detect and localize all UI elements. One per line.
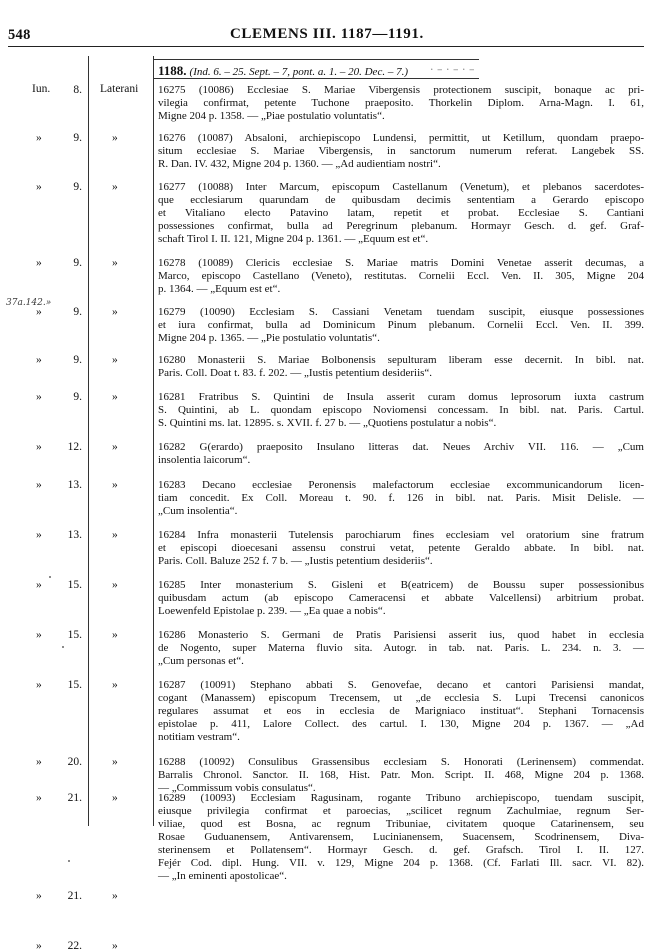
ditto-mark: »	[36, 479, 42, 491]
ditto-mark: »	[36, 391, 42, 403]
entry-line: Loewenfeld Epistolae p. 239. — „Ea quae a nobis“.	[158, 605, 386, 617]
ditto-mark: »	[36, 257, 42, 269]
entry-line: Migne 204 p. 1365. — „Pie postulatio voluntatis“.	[158, 332, 380, 344]
entry-day: 9.	[73, 391, 82, 403]
place-column-header: Laterani	[100, 83, 139, 95]
entry-line: et episcopi dioecesani assensu construi vetat, petente Geraldo abbate. In bibl. nat.	[158, 542, 644, 554]
entry-place: »	[112, 181, 118, 193]
entry-line: S. Quintini, ab L. quondam episcopo Noviomensi concessam. In bibl. nat. Paris. Cartul.	[158, 404, 644, 416]
header-rule	[8, 46, 644, 47]
entry-line: insolentia laicorum“.	[158, 454, 251, 466]
entry-line: Paris. Coll. Doat t. 83. f. 202. — „Iustis petentium desideriis“.	[158, 367, 433, 379]
entry-day: 15.	[67, 679, 82, 691]
entry-line: possessiones confirmat, bulla ad Peregrinum plebanum. Hormayr Gesch. d. gef. Graf-	[158, 220, 644, 232]
entry-line: schaft Tirol I. II. 121, Migne 204 p. 1361. — „Equum est et“.	[158, 233, 429, 245]
entry-line: p. 1364. — „Equum est et“.	[158, 283, 281, 295]
ditto-mark: »	[36, 679, 42, 691]
entry-day: 8.	[73, 84, 82, 96]
entry-day: 9.	[73, 257, 82, 269]
entry-line: Barralis Chronol. Sanctor. II. 168, Hist. Patr. Mon. Script. II. 468, Migne 204 p. 1368.	[158, 769, 644, 781]
entry-place: »	[112, 792, 118, 804]
entry-line: que ecclesiarum quarundam de quibusdam decimis sententiam a Gerardo episcopo	[158, 194, 644, 206]
entry-line: cogant (Manassem) episcopum Trecensem, ut „de ecclesia S. Lupi Trecensi canonicos	[158, 692, 644, 704]
entry-line: 16279 (10090) Ecclesiam S. Cassiani Venetam tuendam suscipit, eiusque possessiones	[158, 306, 644, 318]
ditto-mark: »	[36, 306, 42, 318]
column-divider-date	[88, 56, 89, 826]
entry-line: Migne 204 p. 1358. — „Piae postulatio voluntatis“.	[158, 110, 385, 122]
regest-entry	[158, 391, 644, 430]
entry-day: 21.	[67, 792, 82, 804]
entry-day: 20.	[67, 756, 82, 768]
entry-line: tiam concedit. Ex Coll. Moreau t. 90. f. 126 in bibl. nat. Paris. Misit Delisle. —	[158, 492, 644, 504]
entry-line: 16286 Monasterio S. Germani de Pratis Parisiensi asserit ius, quod habet in ecclesia	[158, 629, 644, 641]
entry-line: 16278 (10089) Clericis ecclesiae S. Mariae matris Domini Venetae asserit decumas, a	[158, 257, 644, 269]
entry-line: 16285 Inter monasterium S. Gisleni et B(eatricem) de Boussu super possessionibus	[158, 579, 644, 591]
regest-entry	[158, 181, 644, 246]
entry-place: »	[112, 940, 118, 952]
entry-line: 16282 G(erardo) praeposito Insulano litteras dat. Neues Archiv VII. 116. — „Cum	[158, 441, 644, 453]
entry-line: Rosae Guduanensem, Antivarensem, Lucinianensem, Suacensem, Scodrinensem, Diva-	[158, 831, 644, 843]
entry-line: 16288 (10092) Consulibus Grassensibus ecclesiam S. Honorati (Lerinensem) commendat.	[158, 756, 644, 768]
date-column-header: Iun.	[32, 83, 51, 95]
entry-day: 9.	[73, 132, 82, 144]
regest-entry	[158, 132, 644, 171]
entry-line: — „In eminenti apostolicae“.	[158, 870, 287, 882]
ditto-mark: »	[36, 132, 42, 144]
regest-entry	[158, 354, 644, 380]
entry-line: S. Quintini ms. lat. 12895. s. XVII. f. 27 b. — „Quotiens postulatur a nobis“.	[158, 417, 497, 429]
entry-place: »	[112, 306, 118, 318]
entry-place: »	[112, 132, 118, 144]
entry-line: 16277 (10088) Inter Marcum, episcopum Castellanum (Venetum), et plebanos sacerdotes-	[158, 181, 644, 193]
entry-line: vilegia confirmat, petente Tuchone praeposito. Thorkelin Diplom. Arna-Magn. I. 61,	[158, 97, 644, 109]
entry-line: notitiam vestram“.	[158, 731, 240, 743]
entry-place: »	[112, 756, 118, 768]
entry-line: situm ecclesiae S. Mariae Vibergensis, in sanctorum numerum referat. Langebek SS.	[158, 145, 644, 157]
entry-line: sterinensem et Pollatensem“. Hormayr Gesch. d. gef. Grafsch. Tirol I. II. 127.	[158, 844, 644, 856]
entry-day: 13.	[67, 529, 82, 541]
entry-line: epistolae p. 411, Lalore Collect. des cartul. I. 130, Migne 204 p. 1367. — „Ad	[158, 718, 644, 730]
entry-day: 12.	[67, 441, 82, 453]
entry-line: Fejér Cod. dipl. Hung. VII. v. 129, Migne 204 p. 1368. (Cf. Farlati Ill. sacr. VI. 82).	[158, 857, 644, 869]
page-number: 548	[8, 27, 31, 43]
ditto-mark: »	[36, 940, 42, 952]
entry-place: »	[112, 391, 118, 403]
year-line	[158, 63, 408, 79]
column-divider-place	[153, 56, 154, 826]
regest-entry	[158, 257, 644, 296]
year-label: 1188.	[158, 63, 187, 78]
ditto-mark: »	[36, 441, 42, 453]
entry-line: 16280 Monasterii S. Mariae Bolbonensis sepulturam liberam esse decernit. In bibl. nat.	[158, 354, 644, 366]
regest-entry	[158, 629, 644, 668]
entry-place: »	[112, 890, 118, 902]
ditto-mark: »	[36, 579, 42, 591]
regest-entry	[158, 479, 644, 518]
entry-line: „Cum personas et“.	[158, 655, 244, 667]
ditto-mark: »	[36, 529, 42, 541]
ditto-mark: »	[36, 629, 42, 641]
entry-line: 16275 (10086) Ecclesiae S. Mariae Vibergensis protectionem suscipit, bonaque ac pri-	[158, 84, 644, 96]
entry-day: 21.	[67, 890, 82, 902]
entry-line: — „Commissum vobis consulatus“.	[158, 782, 316, 794]
entry-line: Paris. Coll. Baluze 252 f. 7 b. — „Iustis petentium desideriis“.	[158, 555, 433, 567]
regest-entry	[158, 84, 644, 123]
ditto-mark: »	[36, 890, 42, 902]
margin-handwritten-note: 37a.142.»	[6, 298, 52, 308]
ditto-mark: »	[36, 756, 42, 768]
speck	[49, 576, 51, 578]
entry-day: 13.	[67, 479, 82, 491]
entry-place: »	[112, 479, 118, 491]
entry-place: »	[112, 441, 118, 453]
entry-day: 22.	[67, 940, 82, 952]
regest-entry	[158, 529, 644, 568]
regest-entry	[158, 579, 644, 618]
regest-entry	[158, 306, 644, 345]
running-title: CLEMENS III. 1187—1191.	[230, 26, 424, 42]
ditto-mark: »	[36, 792, 42, 804]
speck	[62, 646, 64, 648]
entry-line: „Cum insolentia“.	[158, 505, 238, 517]
entry-line: Marco, episcopo Castellano (Veneto), restitutas. Cornelii Eccl. Ven. II. 305, Migne 204	[158, 270, 644, 282]
entry-line: et iura confirmat, bulla ad Dominicum Pinum plebanum. Cornelii Eccl. Ven. II. 399.	[158, 319, 644, 331]
entry-place: »	[112, 354, 118, 366]
regest-entry	[158, 792, 644, 883]
entry-day: 15.	[67, 579, 82, 591]
entry-line: 16284 Infra monasterii Tutelensis parochiarum fines ecclesiam vel oratorium sine fratrum	[158, 529, 644, 541]
entry-line: 16287 (10091) Stephano abbati S. Genovefae, decano et cantori Parisiensi mandat,	[158, 679, 644, 691]
ditto-mark: »	[36, 354, 42, 366]
entry-day: 15.	[67, 629, 82, 641]
entry-line: regulares assumat et eos in ecclesia de Marigniaco instituat“. Stephani Tornacensis	[158, 705, 644, 717]
regest-entry	[158, 679, 644, 744]
entry-line: 16283 Decano ecclesiae Peronensis malefactorum ecclesiae excommunicandorum licen-	[158, 479, 644, 491]
entry-line: 16289 (10093) Ecclesiam Ragusinam, rogante Tribuno archiepiscopo, tuendam suscipit,	[158, 792, 644, 804]
entry-line: 16276 (10087) Absaloni, archiepiscopo Lundensi, permittit, ut Ketillum, quondam praepo-	[158, 132, 644, 144]
regest-entry	[158, 441, 644, 467]
entry-day: 9.	[73, 354, 82, 366]
entry-line: 16281 Fratribus S. Quintini de Insula asserit curam domus leprosorum iuxta castrum	[158, 391, 644, 403]
entry-place: »	[112, 679, 118, 691]
entry-place: »	[112, 579, 118, 591]
entry-place: »	[112, 257, 118, 269]
regest-entry	[158, 756, 644, 795]
speck	[68, 860, 70, 862]
pencil-annotation: · – · – · –	[430, 63, 475, 76]
entry-line: quibusdam actum (ab episcopo Cameracensi et abbate Valcellensi) arbitrium probat.	[158, 592, 644, 604]
indiction-note: (Ind. 6. – 25. Sept. – 7, pont. a. 1. – 20. Dec. – 7.)	[189, 66, 408, 78]
entry-line: R. Dan. IV. 432, Migne 204 p. 1360. — „Ad audientiam nostri“.	[158, 158, 441, 170]
year-rule-top	[154, 59, 479, 60]
entry-line: eiusque privilegia confirmat et paroecias, „scilicet regnum Zachulmiae, regnum Ser-	[158, 805, 644, 817]
ditto-mark: »	[36, 181, 42, 193]
entry-place: »	[112, 629, 118, 641]
entry-day: 9.	[73, 181, 82, 193]
entry-day: 9.	[73, 306, 82, 318]
entry-line: de Nogento, super Materna fluvio sita. Autogr. in tab. nat. Paris. L. 234. n. 3. —	[158, 642, 644, 654]
entry-line: et Vitaliano electo Patavino latam, repetit et probat. Ecclesiae S. Cantiani	[158, 207, 644, 219]
entry-place: »	[112, 529, 118, 541]
entry-line: viliae, quod est Bosna, ac regnum Tribuniae, civitatem quoque Catarinensem, seu	[158, 818, 644, 830]
